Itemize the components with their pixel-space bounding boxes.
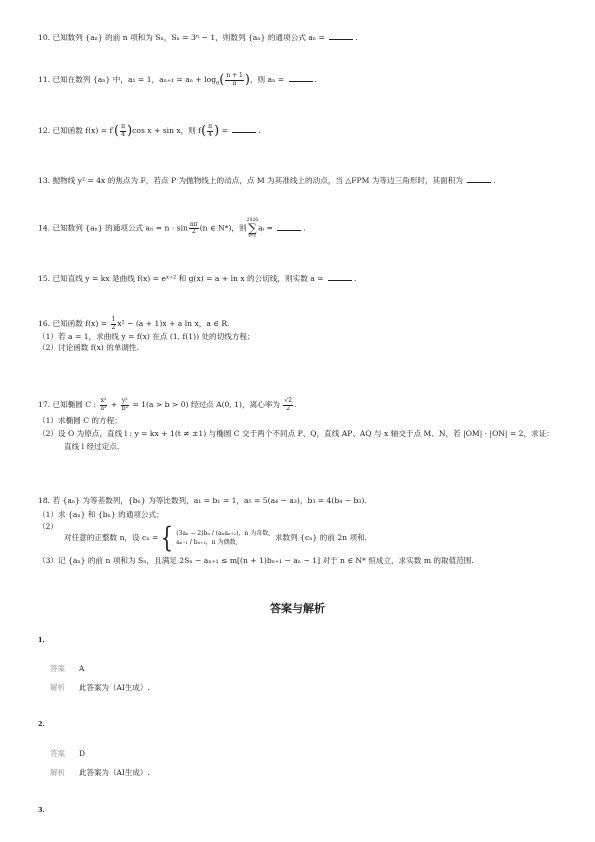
fraction: $\frac{\text{x²}}{\text{a²}}$ <box>100 397 107 412</box>
question-18: 18. 若 {aₙ} 为等差数列，{bₙ} 为等比数列，a₁ = b₁ = 1，a₅ = 5(a₄ − a₃)，b₃ = 4(b₄ − b₃). （1）求 {aₙ} 和 {bₙ} 的通项公式； （2） 对任意的正整数 n，设 cₙ ={ (3aₙ − 2)bₙ / (aₙaₙ₊₂)，n 为奇数, aₙ₋₁ / bₙ₊₁，n 为偶数, 求数列 {cₙ} 的前 2n 项和. （3）记 {aₙ} 的前 n 项和为 Sₙ，且满足 2Sₙ − aₙ₊₁ ≤ m[(n + 1)bₙ₊₁ − aₙ − 1] 对于 n ∈ N* 恒成立，求实数 m 的取值范围. <box>38 496 474 565</box>
question-17: 17. 已知椭圆 C : $\frac{\text{x²}}{\text{a²}}$ + $\frac{\text{y²}}{\text{b²}}$ = 1(a > b > 0) 经过点 A(0, 1)，离心率为 $\frac{√2}{2}$ . （1）求椭圆 C 的方程； （2）设 O 为原点，直线 l : y = kx + 1(t ≠ ±1) 与椭圆 C 交于两个不同点 P、Q，直线 AP、AQ 与 x 轴交于点 M、N，若 |OM| · |ON| = 2，求证： 直线 l 经过定点. <box>38 397 554 451</box>
answer-number: 3. <box>38 806 45 814</box>
question-16: 16. 已知函数 f(x) = $\frac{1}{2}$ x² − (a + 1)x + a ln x，a ∈ R. （1）若 a = 1，求曲线 y = f(x) 在点 (1, f(1)) 处的切线方程； （2）讨论函数 f(x) 的单调性. <box>38 316 255 352</box>
question-14: 14. 已知数列 {aₙ} 的通项公式 aₙ = n · sin $\frac{n\pi}{2}$ (n ∈ N*)，则 2026 ∑ i=1 aᵢ = . <box>38 218 306 239</box>
answer-blank <box>289 74 313 82</box>
question-13: 13. 抛物线 y² = 4x 的焦点为 F，若点 P 为抛物线上的动点，点 M 为其准线上的动点，当 △FPM 为等边三角形时，其面积为 . <box>38 176 496 185</box>
answer-number: 2. <box>38 720 45 728</box>
answer-number: 1. <box>38 636 45 644</box>
piecewise-cases: (3aₙ − 2)bₙ / (aₙaₙ₊₂)，n 为奇数, aₙ₋₁ / bₙ₊₁，n 为偶数, <box>176 530 271 546</box>
analysis-row: 解析 此答案为（AI生成）. <box>50 683 150 692</box>
fraction: $\frac{\text{y²}}{\text{b²}}$ <box>121 397 128 412</box>
fraction: $\frac{n\pi}{2}$ <box>189 220 198 235</box>
answers-title: 答案与解析 <box>270 602 325 615</box>
answer-blank <box>329 32 353 40</box>
answer-blank <box>277 223 301 231</box>
question-12: 12. 已知函数 f(x) = f′( $\frac{\pi}{4}$ )cos x + sin x，则 f( $\frac{\pi}{4}$ ) = . <box>38 123 261 139</box>
answer-row: 答案 A <box>50 664 85 673</box>
fraction: $\frac{1}{2}$ <box>111 316 116 331</box>
question-10: 10. 已知数列 {aₙ} 的前 n 项和为 Sₙ，Sₙ = 3ⁿ − 1，则数列 {aₙ} 的通项公式 aₙ = . <box>38 33 358 42</box>
analysis-row: 解析 此答案为（AI生成）. <box>50 768 150 777</box>
fraction: $\frac{\pi}{4}$ <box>121 123 126 138</box>
answer-blank <box>467 175 491 183</box>
answer-row: 答案 D <box>50 749 86 758</box>
fraction: $\frac{√2}{2}$ <box>284 397 293 412</box>
answer-blank <box>328 273 352 281</box>
fraction: $\frac{\pi}{4}$ <box>208 123 213 138</box>
summation: 2026 ∑ i=1 <box>246 218 259 239</box>
question-15: 15. 已知直线 y = kx 是曲线 f(x) = eˣ⁺² 和 g(x) = a + ln x 的公切线，则实数 a = . <box>38 274 357 283</box>
answer-blank <box>232 125 256 133</box>
fraction: $\frac{n + 1}{n}$ <box>226 72 243 87</box>
question-11: 11. 已知在数列 {aₙ} 中，a₁ = 1，$a_{n+1} = a_n + \log_6$( $\frac{n + 1}{n}$ )，则 aₙ = . <box>38 72 317 88</box>
